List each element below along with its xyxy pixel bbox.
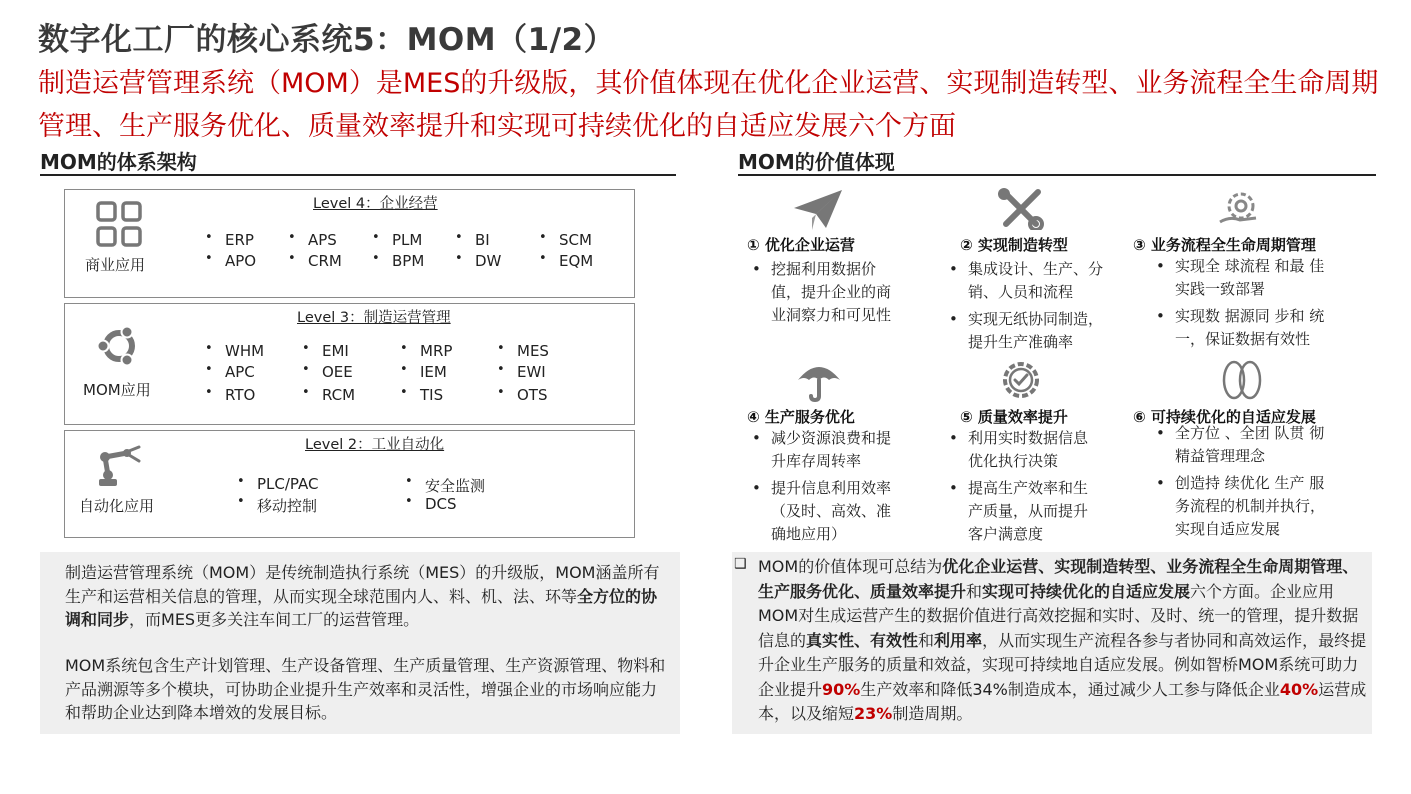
value-3-bullet: • 实现数 据源同 步和 统一，保证数据有效性 [1175, 305, 1335, 351]
summary-bold: 优化企业运营、实现制造转型、业务流程全生命周期管理、生产服务优化、质量效率提升 [758, 557, 1359, 601]
level4-item: • APO [225, 252, 256, 270]
level3-title: Level 3：制造运营管理 [297, 310, 451, 326]
level3-item: • TIS [420, 386, 443, 404]
value-6-bullets [1175, 422, 1335, 541]
infinity-icon [1216, 358, 1268, 406]
level2-item: • DCS [425, 495, 457, 513]
value-3-bullets [1175, 255, 1335, 351]
value-4-bullets [771, 427, 899, 546]
level4-title: Level 4：企业经营 [313, 196, 438, 212]
summary-text: 制造周期。 [892, 704, 973, 723]
highlight-percent: 90% [822, 679, 861, 699]
level2-box [64, 430, 635, 538]
summary-text: ，从而实现生产流程各参与者协同和高效运作，最终提升企业生产服务的质量和效益，实现可持续地自适应发展。例如智桥MOM系统可助力企业提升 [758, 630, 1367, 699]
level3-item: • MES [517, 342, 549, 360]
level3-item: • RCM [322, 386, 355, 404]
level3-item: • MRP [420, 342, 452, 360]
highlight-percent: 40% [1279, 679, 1319, 699]
level3-item: • EWI [517, 363, 546, 381]
highlight-percent: 23% [854, 704, 893, 723]
value-2-bullet: • 实现无纸协同制造，提升生产准确率 [968, 308, 1108, 354]
level4-item: • ERP [225, 231, 254, 249]
value-4-title: ④ 生产服务优化 [747, 408, 855, 426]
value-heading: MOM的价值体现 [738, 150, 895, 174]
page-title: 数字化工厂的核心系统5：MOM（1/2） [38, 22, 616, 58]
level4-item: • BI [475, 231, 490, 249]
summary-bold: 真实性、有效性 [806, 630, 919, 650]
value-6-bullet: • 全方位 、全团 队贯 彻精益管理理念 [1175, 422, 1335, 468]
grid-apps-icon [95, 200, 143, 252]
level2-item: • PLC/PAC [257, 475, 319, 493]
level4-item: • CRM [308, 252, 342, 270]
level4-item: • BPM [392, 252, 424, 270]
level3-item: • WHM [225, 342, 264, 360]
summary-p1-tail: ，而MES更多关注车间工厂的运营管理。 [129, 610, 420, 629]
level3-item: • EMI [322, 342, 349, 360]
value-3-bullet: • 实现全 球流程 和最 佳实践一致部署 [1175, 255, 1335, 301]
level4-item: • DW [475, 252, 501, 270]
summary-text: 生产效率和降低34%制造成本，通过减少人工参与降低企业 [860, 679, 1280, 699]
level3-box [64, 303, 635, 425]
value-5-bullet: • 利用实时数据信息优化执行决策 [968, 427, 1100, 473]
summary-text: 六个方面。企业应用MOM对生成运营产生的数据价值进行高效挖掘和实时、及时、统一的管理，提升数据信息的 [758, 581, 1359, 650]
level4-item: • PLM [392, 231, 422, 249]
value-4-bullet: • 减少资源浪费和提升库存周转率 [771, 427, 899, 473]
wrench-screwdriver-icon [996, 188, 1046, 234]
summary-bold: 实现可持续优化的自适应发展 [982, 581, 1191, 601]
level3-item: • IEM [420, 363, 447, 381]
architecture-heading: MOM的体系架构 [40, 150, 197, 174]
value-summary [732, 552, 1372, 734]
level2-item: • 移动控制 [257, 495, 317, 516]
level4-label: 商业应用 [85, 256, 146, 274]
robot-arm-icon [95, 445, 145, 493]
page-subtitle: 制造运营管理系统（MOM）是MES的升级版，其价值体现在优化企业运营、实现制造转型、业务流程全生命周期管理、生产服务优化、质量效率提升和实现可持续优化的自适应发展六个方面 [38, 68, 1379, 142]
architecture-divider [40, 174, 676, 176]
value-2-bullet: • 集成设计、生产、分销、人员和流程 [968, 258, 1108, 304]
summary-text: 和 [918, 630, 935, 650]
value-1-bullet: • 挖掘利用数据价值，提升企业的商业洞察力和可见性 [771, 258, 891, 327]
summary-text: 运营成本，以及缩短 [758, 679, 1367, 723]
value-summary-text [758, 555, 1370, 727]
value-3-title: ③ 业务流程全生命周期管理 [1133, 236, 1316, 254]
value-5-bullet: • 提高生产效率和生产质量，从而提升客户满意度 [968, 477, 1100, 546]
summary-text: MOM的价值体现可总结为 [758, 557, 943, 576]
summary-paragraph-1 [65, 561, 671, 632]
summary-bold: 利用率 [934, 630, 983, 650]
summary-p1-bold: 全方位的协调和同步 [65, 586, 658, 629]
level3-item: • OTS [517, 386, 548, 404]
level4-item: • APS [308, 231, 337, 249]
value-4-bullet: • 提升信息利用效率（及时、高效、准确地应用） [771, 477, 899, 546]
value-6-bullet: • 创造持 续优化 生产 服务流程的机制并执行，实现自适应发展 [1175, 472, 1335, 541]
level4-box [64, 189, 635, 298]
level2-label: 自动化应用 [79, 497, 155, 515]
checkbox-bullet-icon: ❑ [734, 556, 747, 572]
summary-p1-text: 制造运营管理系统（MOM）是传统制造执行系统（MES）的升级版，MOM涵盖所有生产和运营相关信息的管理，从而实现全球范围内人、料、机、法、环等 [65, 563, 660, 606]
ubuntu-cluster-icon [95, 322, 143, 374]
value-5-bullets [968, 427, 1100, 546]
level3-item: • OEE [322, 363, 353, 381]
level4-item: • EQM [559, 252, 593, 270]
gear-check-icon [997, 358, 1045, 406]
level4-item: • SCM [559, 231, 592, 249]
level3-label: MOM应用 [83, 381, 151, 399]
architecture-summary [40, 552, 680, 734]
value-divider [738, 174, 1376, 176]
paper-plane-icon [792, 188, 844, 236]
value-1-bullets [771, 258, 891, 327]
gear-hand-icon [1216, 188, 1266, 234]
value-5-title: ⑤ 质量效率提升 [960, 408, 1068, 426]
summary-paragraph-2: MOM系统包含生产计划管理、生产设备管理、生产质量管理、生产资源管理、物料和产品溯源等多个模块，可协助企业提升生产效率和灵活性，增强企业的市场响应能力和帮助企业达到降本增效的发展目标。 [65, 656, 666, 722]
level2-item: • 安全监测 [425, 475, 485, 496]
level3-item: • APC [225, 363, 255, 381]
value-2-title: ② 实现制造转型 [960, 236, 1068, 254]
value-1-title: ① 优化企业运营 [747, 236, 855, 254]
value-2-bullets [968, 258, 1108, 354]
umbrella-icon [794, 358, 844, 406]
value-6-title: ⑥ 可持续优化的自适应发展 [1133, 408, 1316, 426]
summary-text: 和 [966, 581, 983, 601]
level2-title: Level 2：工业自动化 [305, 437, 445, 453]
level3-item: • RTO [225, 386, 255, 404]
